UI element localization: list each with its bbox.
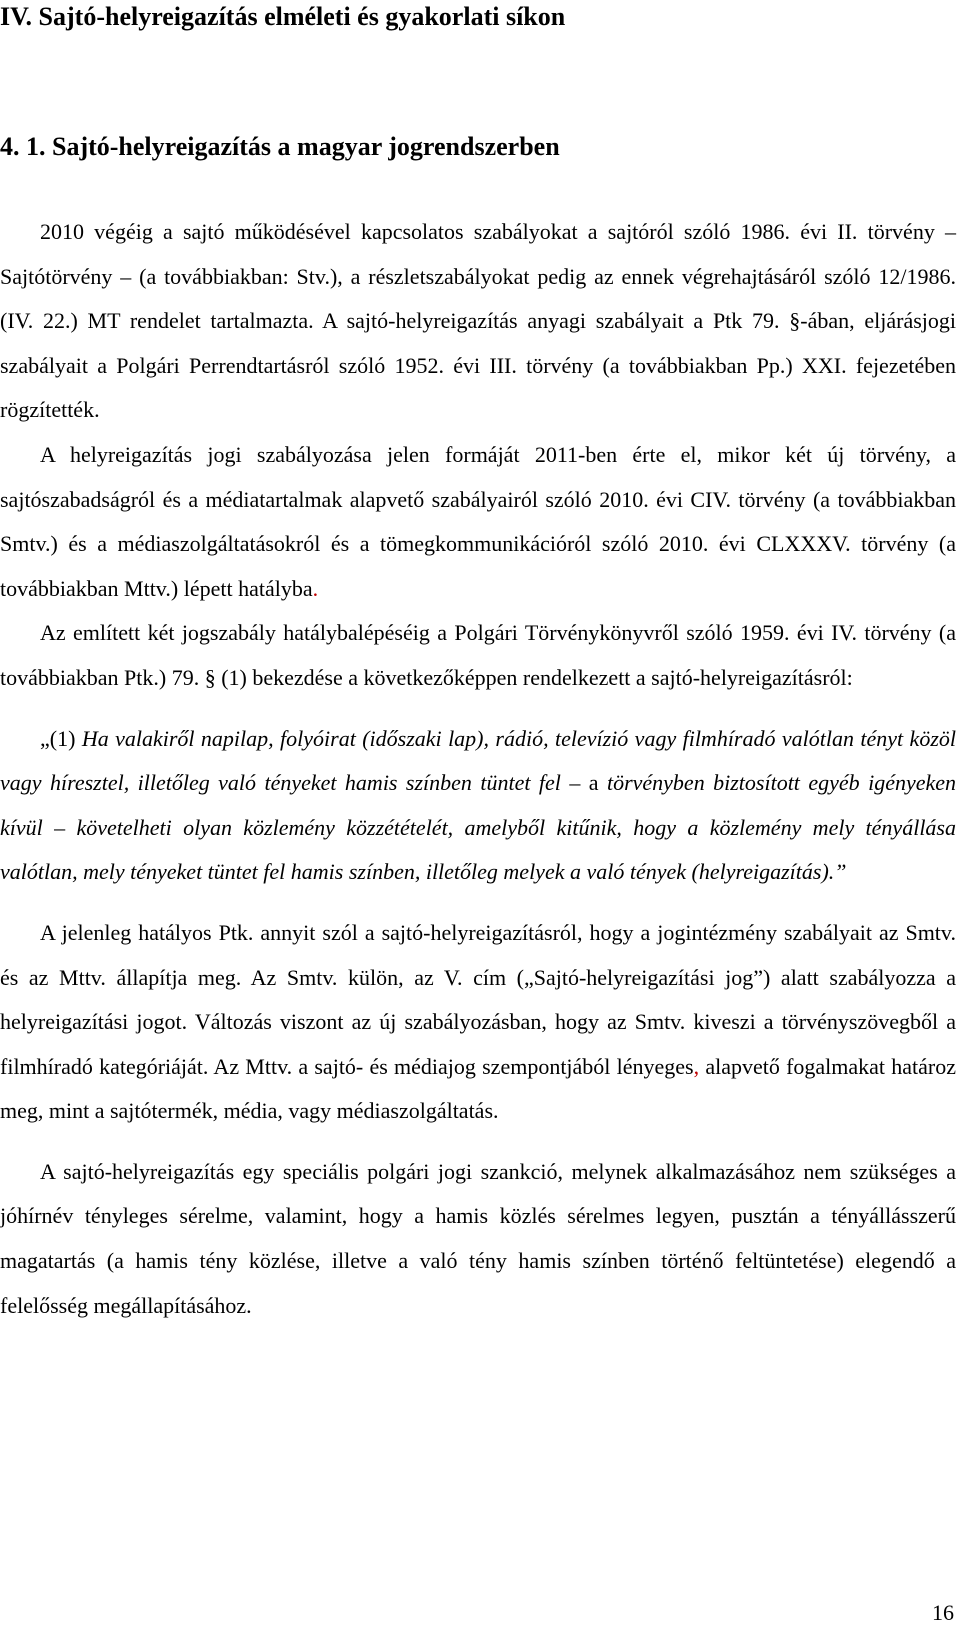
section-title: 4. 1. Sajtó-helyreigazítás a magyar jogrendszerben [0, 132, 560, 161]
paragraph-2-period: . [312, 575, 319, 601]
paragraph-5: A sajtó-helyreigazítás egy speciális polgári jogi szankció, melynek alkalmazásához nem szükséges a jóhírnév tényleges sérelme, valamint, hogy a hamis közlés sérelmes legyen, pusztán a tényállásszerű magatartás (a hamis tény közlése, illetve a való tény hamis színben történő feltüntetése) elegendő a felelősség megállapításához. [0, 1158, 956, 1318]
paragraph-2 [0, 433, 956, 611]
quote-text-1: Ha valakiről napilap, folyóirat (időszaki lap), rádió, televízió vagy filmhíradó valótlan tényt közöl vagy híresztel, illetőleg való tényeket hamis színben tüntet fel [0, 725, 956, 796]
page-number: 16 [932, 1600, 954, 1625]
paragraph-4 [0, 911, 956, 1134]
paragraph-4-text-a: A jelenleg hatályos Ptk. annyit szól a sajtó-helyreigazításról, hogy a jogintézmény szabályait az Smtv. és az Mttv. állapítja meg. Az Smtv. külön, az V. cím („Sajtó-helyreigazítási jog”) alatt szabályozza a helyreigazítási jogot. Változás viszont az új szabályozásban, hogy az Smtv. kiveszi a törvényszövegből a filmhíradó kategóriáját. Az Mttv. a sajtó- és médiajog szempontjából lényeges [0, 919, 956, 1079]
quote-open: „(1) [40, 725, 76, 751]
paragraph-4-comma: , [693, 1053, 700, 1079]
chapter-title: IV. Sajtó-helyreigazítás elméleti és gyakorlati síkon [0, 2, 566, 31]
paragraph-3: Az említett két jogszabály hatálybalépéséig a Polgári Törvénykönyvről szóló 1959. évi IV. törvény (a továbbiakban Ptk.) 79. § (1) bekezdése a következőképpen rendelkezett a sajtó-helyreigazításról: [0, 620, 956, 690]
quote-dash: – a [560, 770, 599, 796]
paragraph-4-text-b: alapvető fogalmakat határoz meg, mint a sajtótermék, média, vagy médiaszolgáltatás. [0, 1053, 956, 1124]
statute-quote [0, 717, 956, 895]
quote-close: ” [834, 859, 847, 885]
body-text [0, 210, 956, 1328]
quote-text-2: törvényben biztosított egyéb igényeken kívül – követelheti olyan közlemény közzétételét, amelyből kitűnik, hogy a közlemény mely tényállása valótlan, mely tényeket tüntet fel hamis színben, illetőleg melyek a való tények (helyreigazítás). [0, 770, 957, 885]
paragraph-2-text: A helyreigazítás jogi szabályozása jelen formáját 2011-ben érte el, mikor két új törvény, a sajtószabadságról és a médiatartalmak alapvető szabályairól szóló 2010. évi CIV. törvény (a továbbiakban Smtv.) és a médiaszolgáltatásokról és a tömegkommunikációról szóló 2010. évi CLXXXV. törvény (a továbbiakban Mttv.) lépett hatályba [0, 441, 956, 601]
paragraph-1: 2010 végéig a sajtó működésével kapcsolatos szabályokat a sajtóról szóló 1986. évi II. törvény – Sajtótörvény – (a továbbiakban: Stv.), a részletszabályokat pedig az ennek végrehajtásáról szóló 12/1986. (IV. 22.) MT rendelet tartalmazta. A sajtó-helyreigazítás anyagi szabályait a Ptk 79. §-ában, eljárásjogi szabályait a Polgári Perrendtartásról szóló 1952. évi III. törvény (a továbbiakban Pp.) XXI. fejezetében rögzítették. [0, 219, 956, 423]
